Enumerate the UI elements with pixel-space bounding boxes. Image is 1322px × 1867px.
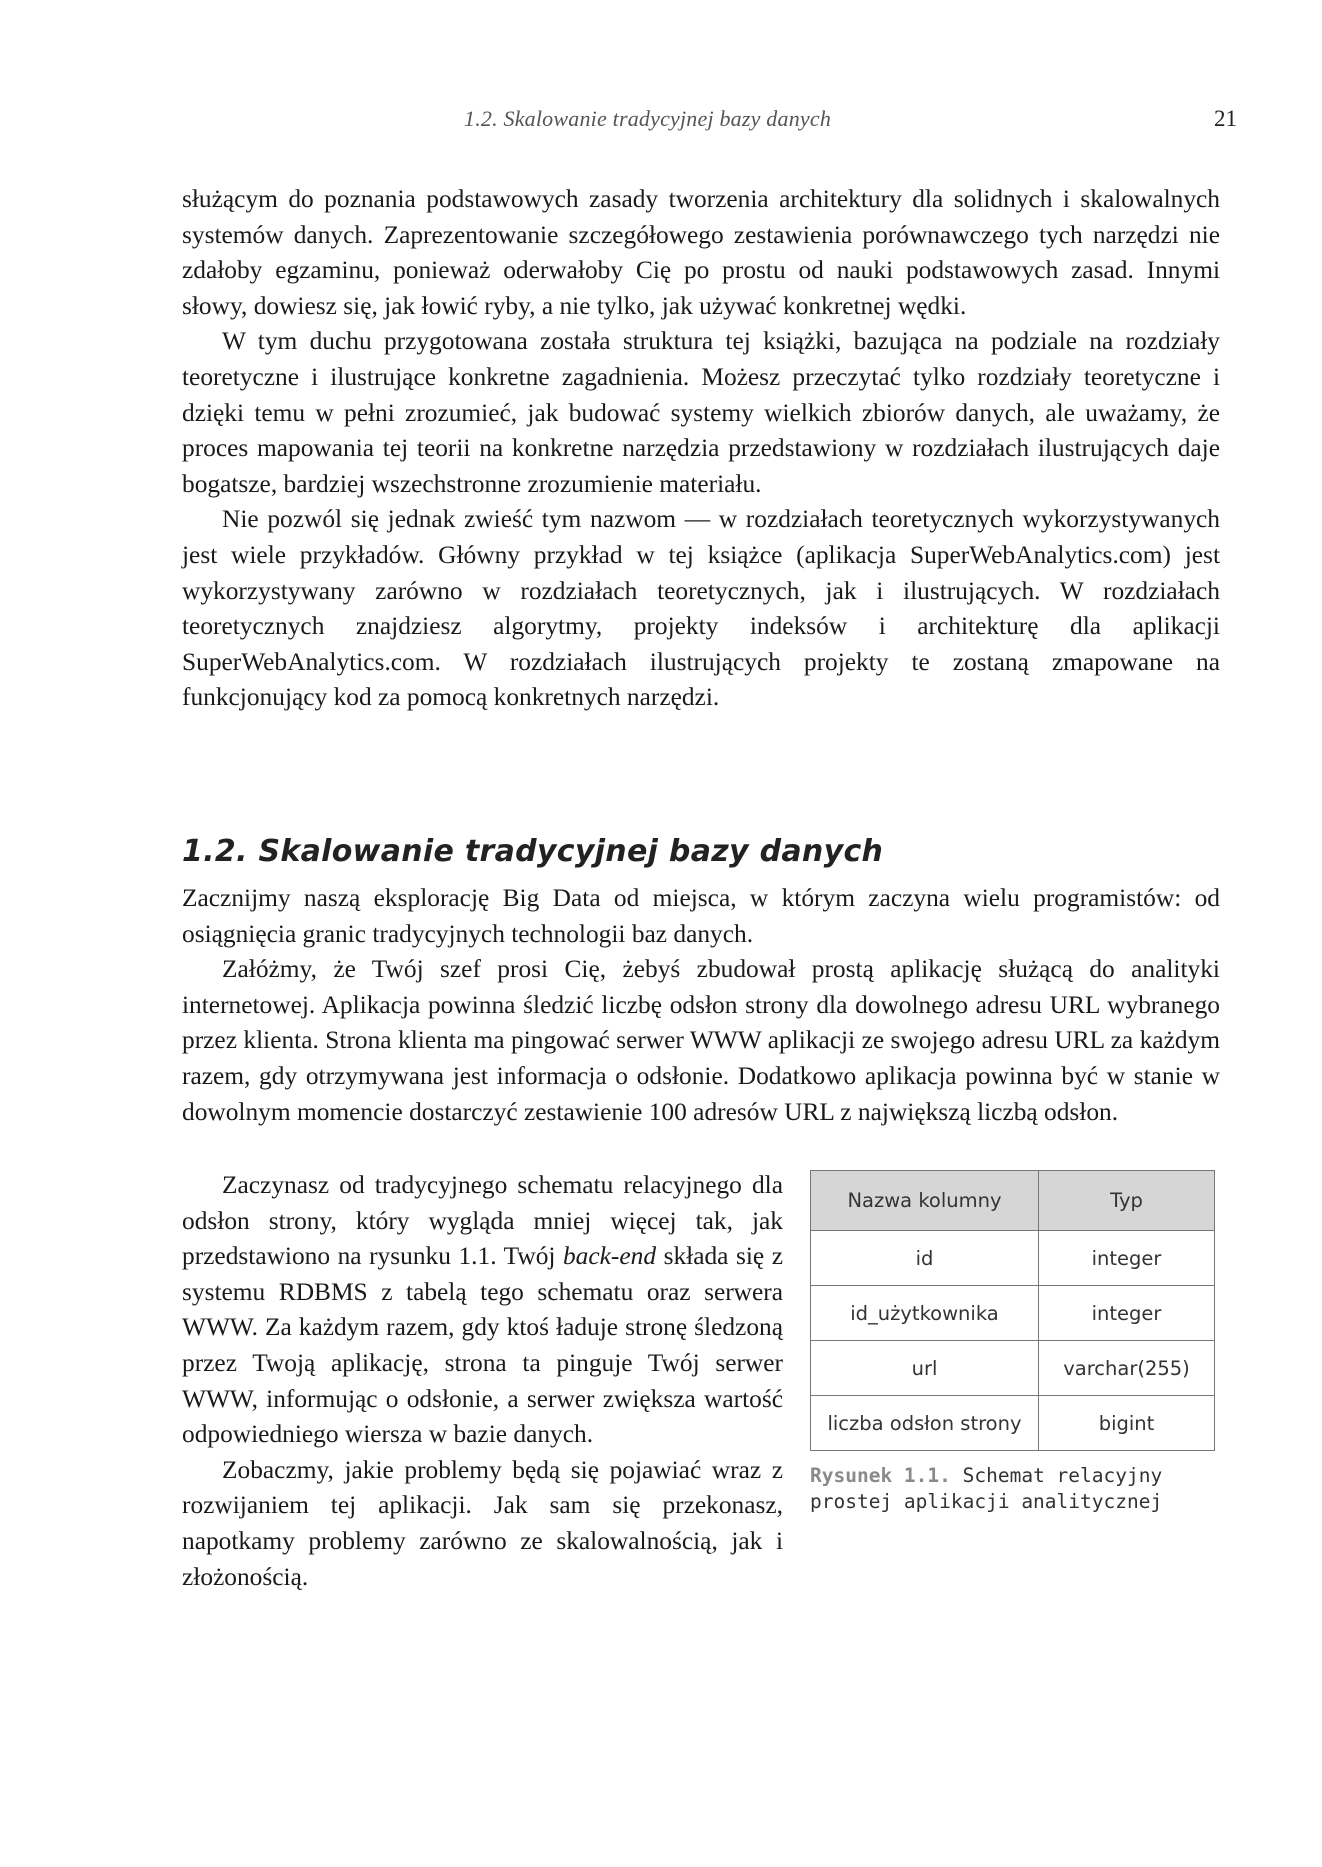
paragraph: Zacznijmy naszą eksplorację Big Data od miejsca, w którym zaczyna wielu programistów: od osiągnięcia granic tradycyjnych technologii baz danych. [182,884,1220,948]
section-heading: 1.2. Skalowanie tradycyjnej bazy danych [182,834,884,869]
section-text [182,881,1220,1130]
paragraph: Załóżmy, że Twój szef prosi Cię, żebyś zbudował prostą aplikację służącą do analityki internetowej. Aplikacja powinna śledzić liczbę odsłon strony dla dowolnego adresu URL wybranego przez klienta. Strona klienta ma pingować serwer WWW aplikacji ze swojego adresu URL za każdym razem, gdy otrzymywana jest informacja o odsłonie. Dodatkowo aplikacja powinna być w stanie w dowolnym momencie dostarczyć zestawienie 100 adresów URL z największą liczbą odsłon. [182,955,1220,1126]
column-header: Typ [1039,1171,1215,1231]
figure-schema [810,1170,1220,1515]
table-row [811,1286,1215,1341]
italic-term: back-end [562,1242,657,1271]
table-cell: integer [1039,1286,1215,1341]
column-header: Nazwa kolumny [811,1171,1039,1231]
schema-table [810,1170,1215,1451]
paragraph [182,1168,783,1453]
paragraph: Nie pozwól się jednak zwieść tym nazwom — w rozdziałach teoretycznych wykorzystywanych jest wiele przykładów. Główny przykład w tej książce (aplikacja SuperWebAnalytics.com) jest wykorzystywany zarówno w rozdziałach teoretycznych, jak i ilustrujących. W rozdziałach teoretycznych znajdziesz algorytmy, projekty indeksów i architekturę dla aplikacji SuperWebAnalytics.com. W rozdziałach ilustrujących projekty te zostaną zmapowane na funkcjonujący kod za pomocą konkretnych narzędzi. [182,505,1220,712]
caption-text: Schemat relacyjny prostej aplikacji analitycznej [810,1464,1163,1513]
paragraph-text: składa się z systemu RDBMS z tabelą tego schematu oraz serwera WWW. Za każdym razem, gdy ktoś ładuje stronę śledzoną przez Twoją aplikację, strona ta pinguje Twój serwer WWW, informując o odsłonie, a serwer zwiększa wartość odpowiedniego wiersza w bazie danych. [182,1242,783,1449]
paragraph: służącym do poznania podstawowych zasady tworzenia architektury dla solidnych i skalowalnych systemów danych. Zaprezentowanie szczegółowego zestawienia porównawczego tych narzędzi nie zdałoby egzaminu, ponieważ oderwałoby Cię po prostu od nauki podstawowych zasad. Innymi słowy, dowiesz się, jak łowić ryby, a nie tylko, jak używać konkretnej wędki. [182,185,1220,320]
running-title: 1.2. Skalowanie tradycyjnej bazy danych [464,106,832,131]
table-row [811,1231,1215,1286]
paragraph-text: Zaczynasz od tradycyjnego schematu relacyjnego dla odsłon strony, który wygląda mniej więcej tak, jak przedstawiono na rysunku 1.1. Twój [182,1171,783,1271]
table-row [811,1341,1215,1396]
table-cell: varchar(255) [1039,1341,1215,1396]
table-cell: liczba odsłon strony [811,1396,1039,1451]
table-row [811,1396,1215,1451]
wrapped-text [182,1168,783,1595]
table-cell: bigint [1039,1396,1215,1451]
paragraph: W tym duchu przygotowana została struktura tej książki, bazująca na podziale na rozdziały teoretyczne i ilustrujące konkretne zagadnienia. Możesz przeczytać tylko rozdziały teoretyczne i dzięki temu w pełni zrozumieć, jak budować systemy wielkich zbiorów danych, ale uważamy, że proces mapowania tej teorii na konkretne narzędzia przedstawiony w rozdziałach ilustrujących daje bogatsze, bardziej wszechstronne zrozumienie materiału. [182,327,1220,498]
intro-text [182,182,1220,716]
table-header-row [811,1171,1215,1231]
table-cell: integer [1039,1231,1215,1286]
caption-label: Rysunek 1.1. [810,1464,951,1487]
table-cell: id [811,1231,1039,1286]
running-header [182,106,1237,138]
table-cell: id_użytkownika [811,1286,1039,1341]
figure-caption [810,1463,1220,1515]
paragraph: Zobaczmy, jakie problemy będą się pojawiać wraz z rozwijaniem tej aplikacji. Jak sam się przekonasz, napotkamy problemy zarówno ze skalowalnością, jak i złożonością. [182,1455,783,1591]
table-cell: url [811,1341,1039,1396]
page-number: 21 [1214,106,1237,131]
